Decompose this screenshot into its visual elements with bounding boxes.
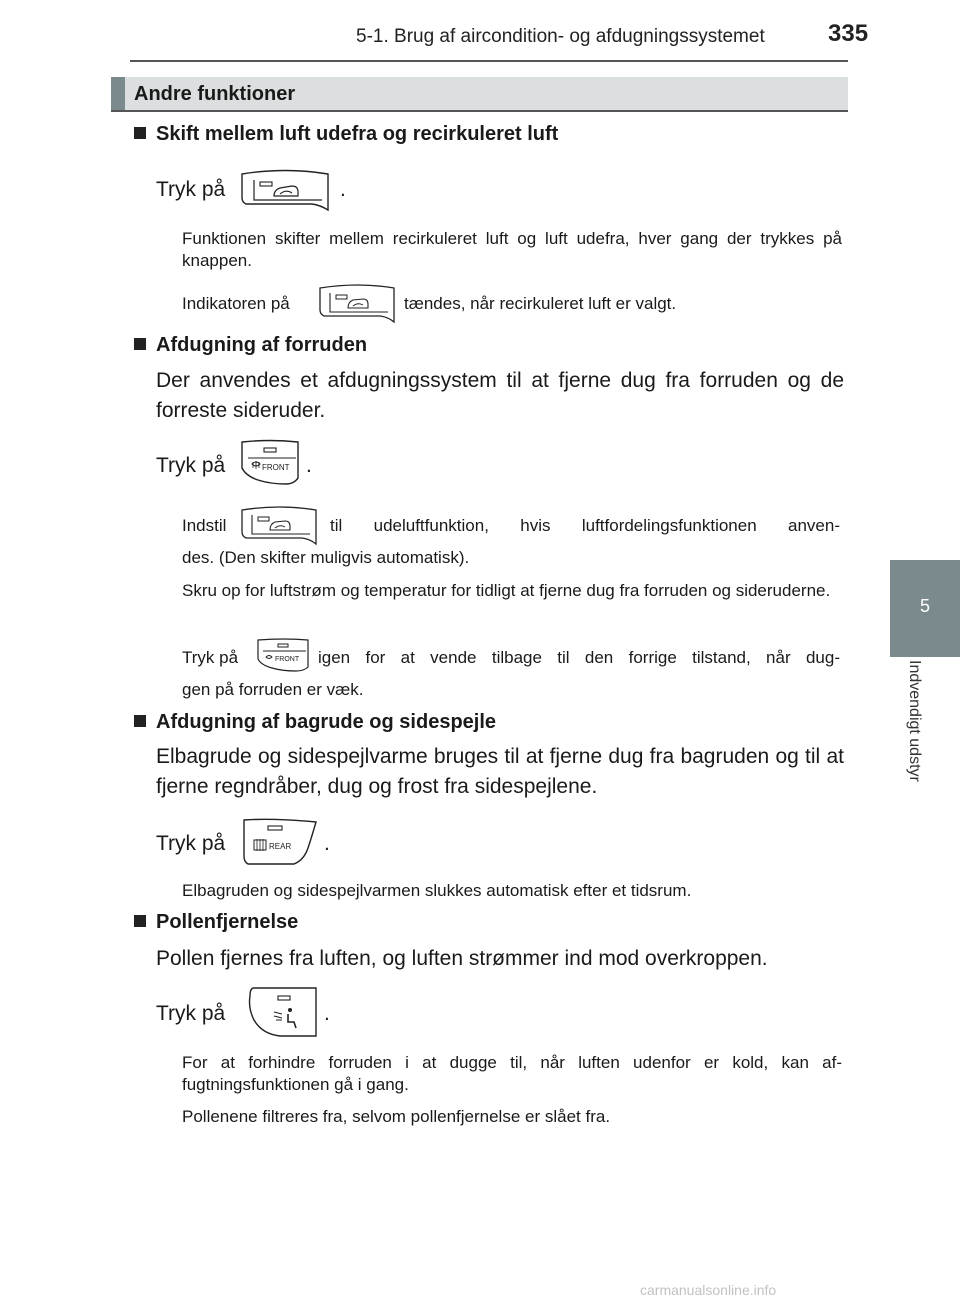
chapter-number: 5 — [919, 596, 930, 616]
rear-defroster-button-icon — [242, 816, 320, 868]
pollen-instruction-suffix: . — [324, 1002, 330, 1025]
pollen-body: Pollen fjernes fra luften, og luften strømmer ind mod overkroppen. — [156, 947, 768, 970]
heading-pollen: Pollenfjernelse — [134, 911, 298, 934]
chapter-title-vertical — [890, 660, 930, 850]
front-note-1-prefix: Indstil — [182, 516, 227, 535]
front-note-1-continued: des. (Den skifter muligvis automatisk). — [182, 548, 470, 567]
heading-rear-defrost: Afdugning af bagrude og sidespejle — [134, 711, 496, 734]
bullet-square-icon — [134, 715, 146, 727]
recirc-note-2-prefix: Indikatoren på — [182, 294, 290, 313]
rear-instruction-suffix: . — [324, 832, 330, 855]
page-number: 335 — [828, 20, 869, 47]
recirculation-button-icon-small — [240, 502, 320, 546]
header-rule — [130, 60, 848, 62]
front-note-3-continued: gen på forruden er væk. — [182, 680, 364, 699]
heading-front-defrost: Afdugning af forruden — [134, 334, 367, 357]
front-note-2: Skru op for luftstrøm og temperatur for tidligt at fjerne dug fra forruden og sideruderne. — [182, 581, 831, 600]
front-defroster-button-icon — [240, 438, 302, 488]
bullet-square-icon — [134, 915, 146, 927]
front-defroster-button-icon-small — [256, 637, 312, 673]
rear-note-1: Elbagruden og sidespejlvarmen slukkes automatisk efter et tidsrum. — [182, 881, 692, 900]
recirc-note-1: Funktionen skifter mellem recirkuleret luft og luft udefra, hver gang der trykkes på knappen. — [182, 229, 842, 270]
recirculation-button-icon — [240, 166, 332, 214]
bullet-square-icon — [134, 127, 146, 139]
bullet-square-icon — [134, 338, 146, 350]
recirc-note-2-suffix: tændes, når recirkuleret luft er valgt. — [404, 294, 677, 313]
svg-text:FRONT: FRONT — [275, 656, 300, 663]
running-header: 5-1. Brug af aircondition- og afdugningssystemet — [356, 26, 765, 47]
rear-instruction-prefix: Tryk på — [156, 832, 226, 855]
pollen-button-icon — [244, 984, 320, 1040]
watermark-text: carmanualsonline.info — [640, 1282, 777, 1298]
section-accent — [111, 77, 125, 110]
section-title: Andre funktioner — [134, 83, 296, 105]
pollen-note-1: For at forhindre forruden i at dugge til, når luften udenfor er kold, kan af-fugtningsfunktionen gå i gang. — [182, 1053, 842, 1094]
front-instruction-prefix: Tryk på — [156, 454, 226, 477]
recirc-instruction-prefix: Tryk på — [156, 178, 226, 201]
heading-recirculation: Skift mellem luft udefra og recirkuleret luft — [134, 123, 558, 146]
front-note-3-prefix: Tryk på — [182, 648, 239, 667]
pollen-note-2: Pollenene filtreres fra, selvom pollenfjernelse er slået fra. — [182, 1107, 611, 1126]
recirc-instruction-suffix: . — [340, 178, 346, 201]
svg-text:REAR: REAR — [269, 842, 292, 851]
chapter-title: Indvendigt udstyr — [906, 660, 923, 782]
section-underline — [111, 110, 848, 112]
front-instruction-suffix: . — [306, 454, 312, 477]
recirculation-indicator-icon — [318, 280, 398, 324]
svg-text:FRONT: FRONT — [262, 463, 290, 472]
rear-defrost-body: Elbagrude og sidespejlvarme bruges til at fjerne dug fra bagruden og til at fjerne regndråber, dug og frost fra sidespejlene. — [156, 745, 844, 798]
front-defrost-body: Der anvendes et afdugningssystem til at fjerne dug fra forruden og de forreste sideruder. — [156, 369, 844, 422]
front-note-1-suffix: til udeluftfunktion, hvis luftfordelingsfunktionen anven- — [330, 516, 840, 535]
pollen-instruction-prefix: Tryk på — [156, 1002, 226, 1025]
front-note-3-suffix: igen for at vende tilbage til den forrige tilstand, når dug- — [318, 648, 840, 667]
